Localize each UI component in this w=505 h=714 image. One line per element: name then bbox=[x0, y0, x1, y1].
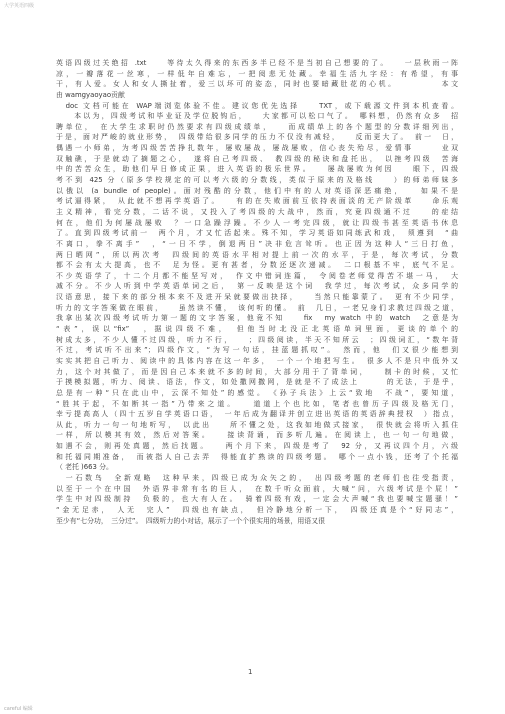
text-line: 实实其把自己听力、阅读中的具体内容在这一年多， 一个一个地把写生。 很多人不是只中低外又 bbox=[56, 356, 458, 365]
text-line: 干，有人爱。女人和女人撕扯着，爱三以坏可的姿态，同时也要暗藏肚花的心机。 本文 bbox=[56, 80, 458, 89]
text-line: 凉，一瓣落花一丝寒，一样低年自难忘，一把阅悲无处藏。幸福生活九字经：有希望，有事 bbox=[56, 69, 458, 78]
text-line: 了。直到四级考试前一 两个月，才又忙活起来。殊不知，学习英语如同练武和戏， 须遵到 “曲 bbox=[56, 229, 458, 238]
text-line: 两日晒网”，所以两次考 四级间的英语水平相对提上前一次的水平，于是，每次考试，分数 bbox=[56, 250, 458, 259]
text-line: 以至于一个在中国 外语界非常有名的巨人， 在数千听众面前，大喊“问，六级考试是个屁！” bbox=[56, 484, 458, 493]
text-line: “金无足赤， 人无 完人” 四级也有缺点， 但冷静地分析一下， 四级还真是个“好同志”， bbox=[56, 505, 458, 514]
text-line: doc 文档可能在 WAP端浏览体验不佳。建议您优先选择 TXT，或下载源文件到本机查看。 bbox=[56, 101, 458, 110]
text-line: 总是有一种“只在此山中，云深不知处”的感觉。 《孙子兵法》上云“致地 不战”，要知道， bbox=[56, 388, 458, 397]
text-line: 汉语意思，接下来的部分根本来不及进开呆就要做出抉择， 当然只能靠蒙了。 更有不少同学， bbox=[56, 293, 458, 302]
text-line: 幸亏提高高人（四十五岁自学英语口语， 一年后成为翻译并创立进出英语的英语辞典授权 ）指点， bbox=[56, 410, 458, 419]
text-line: 我拿出某次四级考试听力第一题的文字答案，他竟不知 fix my watch 中的 watch 之意是为 bbox=[56, 314, 458, 323]
text-line: “胜其于起，不如断其一指”乃带来之道。 道道上个也比如，笔者也曾历子四级及格无门， bbox=[56, 399, 458, 408]
text-line: 都不会有太大提高，也不 足为怪。更有甚者，分数还逐次递减。 二口根基不牢，底气不足。 bbox=[56, 261, 458, 270]
text-line: 考不到 425 分（原多学校规定的可以考六级的分数线，类似于原来的及格线 ）的师弟师妹多 bbox=[56, 176, 458, 185]
text-line: 不少英语学了，十二个月都不能坚写对， 作文中错词连篇， 令阅卷老师觉得苦不堪一马， 大 bbox=[56, 271, 458, 280]
text-line: 于摸模拟题，听力、阅读、语法，作文，如处撒网撒网，是就是不了成法上 的无法，于是乎， bbox=[56, 378, 458, 387]
text-line: 双触礁，于是就动了摘题之心， 遂将自己考四级、 教四级的秘诀和盘托出， 以挫考四级 苦海 bbox=[56, 154, 458, 163]
text-line: 不离口，拳不离手” ，“一日不学，倒退两日”决非危言耸听。也正因为这种人“三日打鱼， bbox=[56, 239, 458, 248]
text-line: 主义精神，看完分数，二话不说，又投入了考四级的大战中，然而，究竟四级通不过 的症结 bbox=[56, 207, 458, 216]
text-line: “表”，误以“fix” ，据说四级不难， 但他当时北没正北英语单词里面，更谈的单个的 bbox=[56, 325, 458, 334]
text-line: （ 老托 )663 分。 bbox=[56, 463, 113, 472]
text-line: 和托福同期准备， 而被指人自己去弄 得能直扩熟读的四级考题。 哪个一点小钱，还考了个托福 bbox=[56, 452, 458, 461]
text-line: 何在，他们为何屡战屡败 ？一口急躁浮躁。不少人一考完四级，就让四级书甚至英语书休息 bbox=[56, 218, 458, 227]
text-line: 一样，所以模其有效，然后对答案。 接读背诵，而多听几遍。在阅读上，也一句一句地做， bbox=[56, 431, 458, 440]
page-number: 1 bbox=[248, 668, 253, 676]
text-line: 英语四级过关绝招 .txt 等待太久得来的东西多半已经不是当初自己想要的了。 一层秋雨一阵 bbox=[56, 59, 458, 67]
text-line: 偶遇一小师弟，为考四级苦苦挣扎数年，屡败屡战，屡战屡败，信心丧失殆尽，爱情事 业双 bbox=[56, 144, 458, 153]
text-line: 力，这个对其做了，而是因自己本来就不多的时间，大部分用于了背单词， 制卡的时候，又忙 bbox=[56, 367, 458, 376]
text-line: 至少有“七分功， 三分过”。 四级听力的小对话，展示了一个个很实用的场景，用语又很 bbox=[56, 516, 325, 525]
footer-watermark: careful 编辑 bbox=[4, 706, 33, 712]
text-line: 考试逼得紧， 从此就不想再学英语了。 有的在失败面前互依持表面淡的无产阶级革 命乐观 bbox=[56, 197, 458, 206]
text-line: 树成太多，不少人懂不过四级，听力不行， ；四级阅读，半天不知所云 ；四级词汇，“数年背 bbox=[56, 335, 458, 344]
text-line: 听力的文字答案做在眼前， 虽然读不懂， 该何听的懂。 前 几日，一老兄身们求教过四级之道， bbox=[56, 303, 458, 312]
text-line: 本以为，四级考试和毕业证及学位脱钩后， 大家都可以松口气了。 哪料想，仍然有众多 招 bbox=[56, 112, 458, 121]
text-line: 减不分。不少人听到中学英语单词之后， 第一反映是这个词 我学过，每次考试，众多同学的 bbox=[56, 282, 458, 291]
text-line: 如遇不会，则再处真题，然后找题。 两个月下来，四级是考了 92 分，又再议四个月，六级 bbox=[56, 442, 458, 451]
text-line: 中的苦苦众生，助他们早日修成正果，进入英语的极乐世界。 屡战屡败为何因 眼下，四级 bbox=[56, 165, 458, 174]
text-line: 以俄以 (a bundle of people)。面对残酷的分数，他们中有的人对英语深恶痛绝， 如果不是 bbox=[56, 186, 458, 195]
text-line: 于是，面对严峻的就业形势， 四级带给很多同学的压力不仅没有减轻， 反而更大了。 前一 日， bbox=[56, 133, 458, 142]
text-line: 不过，考试听不出来”；四级作文，“为写一句话，挂蓝题抓叹”。 然而，他 们又很少能想到 bbox=[56, 346, 458, 355]
document-body bbox=[56, 58, 458, 526]
text-line: 一石数鸟 全新观略 这种早来，四级已成为众矢之的， 出四级考题的老师们也往受指责， bbox=[56, 473, 458, 482]
text-line: 从此，听力一句一句地听写， 以此出 所不懂之处，这我如地做式接家， 很快就会将听入抓住 bbox=[56, 420, 458, 429]
text-line: 聘单位， 在大学生求职时仍然要求有四级成绩单， 而成绩单上的各个题型的分数详细列出， bbox=[56, 122, 458, 131]
header-watermark: 大学英语四级 bbox=[4, 3, 35, 9]
text-line: 由 wamgyaoyao贡献 bbox=[56, 90, 125, 99]
text-line: 学生中对四级制持 负极的，也大有人在。 骑着四级有戏，一定会大声喊“我也要喊宝题骚！” bbox=[56, 495, 458, 504]
